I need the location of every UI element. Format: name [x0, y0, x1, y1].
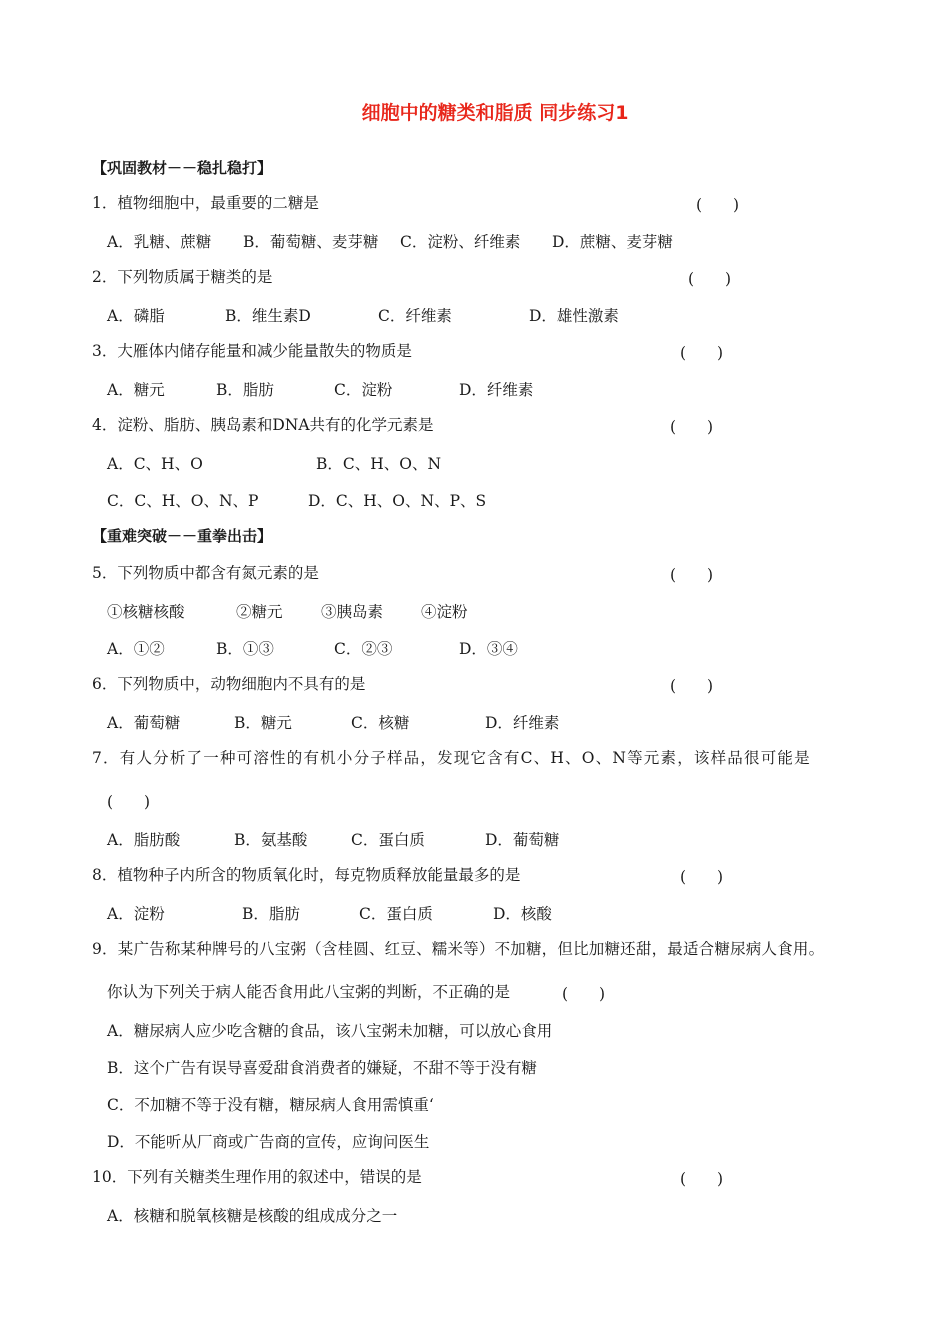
question-7-option-c: C．蛋白质	[351, 831, 425, 849]
question-5-stem: 5．下列物质中都含有氮元素的是	[92, 564, 319, 582]
question-3-stem: 3．大雁体内储存能量和减少能量散失的物质是	[92, 342, 412, 360]
question-8-option-b: B．脂肪	[242, 905, 300, 923]
question-7-stem: 7．有人分析了一种可溶性的有机小分子样品，发现它含有C、H、O、N等元素，该样品很可能是	[92, 749, 811, 767]
question-3-option-c: C．淀粉	[334, 381, 393, 399]
question-9-option-b: B．这个广告有误导喜爱甜食消费者的嫌疑，不甜不等于没有糖	[107, 1059, 537, 1077]
question-8-option-d: D．核酸	[493, 905, 552, 923]
question-3-option-b: B．脂肪	[216, 381, 274, 399]
question-9-stem-continued: 你认为下列关于病人能否食用此八宝粥的判断，不正确的是	[107, 983, 511, 1001]
question-5-item-4: ④淀粉	[421, 603, 468, 621]
question-10-stem: 10．下列有关糖类生理作用的叙述中，错误的是	[92, 1168, 422, 1186]
question-5-option-d: D．③④	[459, 640, 518, 658]
question-1-option-c: C．淀粉、纤维素	[400, 233, 521, 251]
question-6-option-d: D．纤维素	[485, 714, 560, 732]
page-title: 细胞中的糖类和脂质 同步练习1	[361, 102, 629, 124]
section-heading-breakthrough: 【重难突破－－重拳出击】	[92, 527, 273, 545]
question-9-stem: 9．某广告称某种牌号的八宝粥（含桂圆、红豆、糯米等）不加糖，但比加糖还甜，最适合糖尿病人食用。	[92, 940, 825, 958]
question-3-answer-blank: ( )	[680, 344, 724, 362]
question-5-item-2: ②糖元	[236, 603, 283, 621]
question-7-answer-blank: ( )	[107, 793, 151, 811]
question-2-answer-blank: ( )	[688, 270, 732, 288]
question-6-option-b: B．糖元	[234, 714, 292, 732]
question-6-answer-blank: ( )	[670, 677, 714, 695]
question-5-answer-blank: ( )	[670, 566, 714, 584]
question-8-answer-blank: ( )	[680, 868, 724, 886]
question-7-option-a: A．脂肪酸	[107, 831, 181, 849]
question-4-stem: 4．淀粉、脂肪、胰岛素和DNA共有的化学元素是	[92, 416, 434, 434]
question-8-stem: 8．植物种子内所含的物质氧化时，每克物质释放能量最多的是	[92, 866, 521, 884]
question-9-option-a: A．糖尿病人应少吃含糖的食品，该八宝粥未加糖，可以放心食用	[107, 1022, 553, 1040]
question-2-option-d: D．雄性激素	[529, 307, 619, 325]
question-5-option-c: C．②③	[334, 640, 393, 658]
question-1-option-a: A．乳糖、蔗糖	[107, 233, 212, 251]
question-1-option-d: D．蔗糖、麦芽糖	[552, 233, 673, 251]
question-4-option-b: B．C、H、O、N	[316, 455, 442, 473]
question-10-option-a: A．核糖和脱氧核糖是核酸的组成成分之一	[107, 1207, 398, 1225]
question-5-option-b: B．①③	[216, 640, 274, 658]
question-3-option-a: A．糖元	[107, 381, 165, 399]
question-4-answer-blank: ( )	[670, 418, 714, 436]
question-5-item-3: ③胰岛素	[321, 603, 384, 621]
question-4-option-a: A．C、H、O	[107, 455, 203, 473]
question-9-option-c: C．不加糖不等于没有糖，糖尿病人食用需慎重‘	[107, 1096, 434, 1114]
question-8-option-a: A．淀粉	[107, 905, 165, 923]
question-9-answer-blank: ( )	[562, 985, 606, 1003]
question-3-option-d: D．纤维素	[459, 381, 534, 399]
question-2-option-c: C．纤维素	[378, 307, 452, 325]
question-5-item-1: ①核糖核酸	[107, 603, 185, 621]
question-6-option-c: C．核糖	[351, 714, 410, 732]
question-4-option-c: C．C、H、O、N、P	[107, 492, 259, 510]
question-10-answer-blank: ( )	[680, 1170, 724, 1188]
question-2-option-a: A．磷脂	[107, 307, 165, 325]
question-4-option-d: D．C、H、O、N、P、S	[308, 492, 487, 510]
question-6-stem: 6．下列物质中，动物细胞内不具有的是	[92, 675, 366, 693]
question-7-option-b: B．氨基酸	[234, 831, 308, 849]
question-8-option-c: C．蛋白质	[359, 905, 433, 923]
question-1-option-b: B．葡萄糖、麦芽糖	[243, 233, 379, 251]
question-1-stem: 1．植物细胞中，最重要的二糖是	[92, 194, 319, 212]
question-2-option-b: B．维生素D	[225, 307, 311, 325]
question-9-option-d: D．不能听从厂商或广告商的宣传，应询问医生	[107, 1133, 430, 1151]
question-2-stem: 2．下列物质属于糖类的是	[92, 268, 273, 286]
question-5-option-a: A．①②	[107, 640, 165, 658]
section-heading-consolidate: 【巩固教材－－稳扎稳打】	[92, 159, 273, 177]
question-1-answer-blank: ( )	[696, 196, 740, 214]
question-7-option-d: D．葡萄糖	[485, 831, 560, 849]
question-6-option-a: A．葡萄糖	[107, 714, 181, 732]
